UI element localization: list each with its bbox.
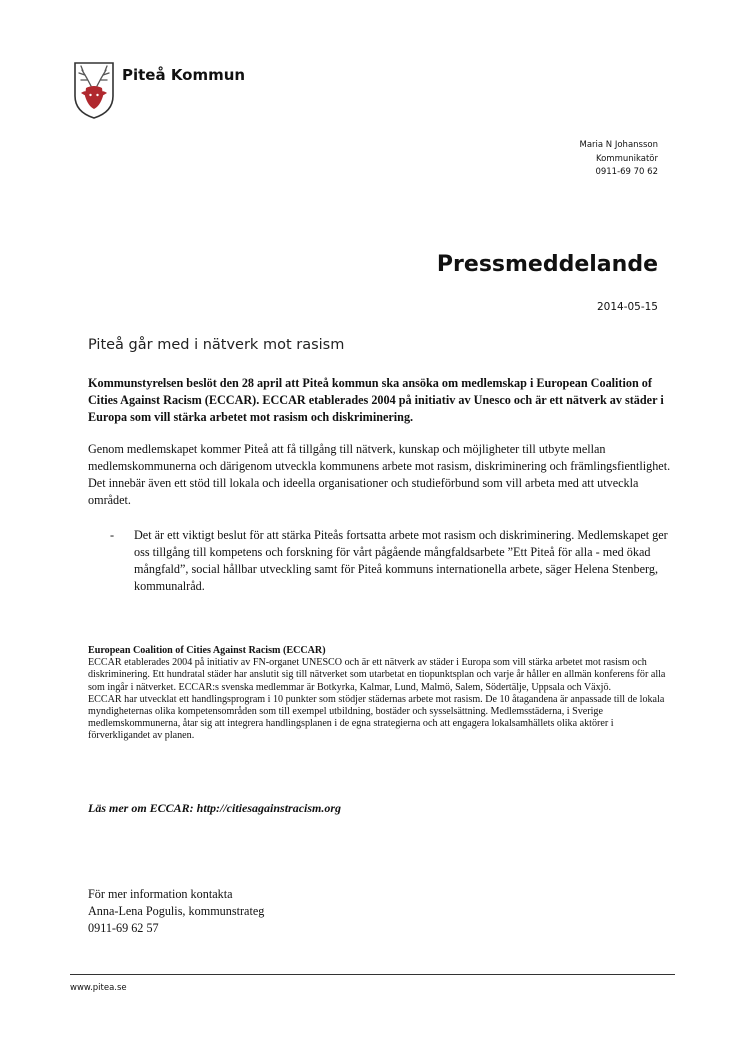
more-info-phone: 0911-69 62 57 [88, 921, 159, 935]
fact-box [88, 645, 668, 743]
contact-role: Kommunikatör [595, 153, 658, 164]
quote-text: Det är ett viktigt beslut för att stärka Piteås fortsatta arbete mot rasism och diskriminering. Medlemskapet ger oss tillgång till kompetens och forskning för vårt pågående mångfaldsarbete ”Ett Piteå för alla - med ökad mångfald”, social hållbar utveckling samt för Piteå kommuns internationella arbete, säger Helena Stenberg, kommunalråd. [134, 528, 668, 593]
contact-phone: 0911-69 70 62 [595, 167, 658, 177]
more-info-label: För mer information kontakta [88, 887, 233, 901]
more-info-person: Anna-Lena Pogulis, kommunstrateg [88, 904, 265, 918]
headline: Piteå går med i nätverk mot rasism [88, 337, 345, 353]
read-more-link[interactable]: Läs mer om ECCAR: http://citiesagainstracism.org [88, 801, 342, 815]
quote-dash: - [110, 528, 115, 542]
footer-divider [70, 974, 675, 975]
document-type: Pressmeddelande [436, 252, 658, 277]
body-paragraph: Genom medlemskapet kommer Piteå att få tillgång till nätverk, kunskap och möjligheter till utbyte mellan medlemskommunerna och därigenom utveckla kommunens arbete mot rasism, diskriminering och främlingsfientlighet. Det innebär även ett stöd till lokala och ideella organisationer och studieförbund som vill arbeta med att utveckla området. [88, 442, 671, 507]
fact-box-paragraph: ECCAR har utvecklat ett handlingsprogram i 10 punkter som stödjer städernas arbete mot rasism. De 10 åtagandena är anpassade till de lokala myndigheternas olika kompetensområden som till exempel utbildning, bostäder och sysselsättning. Medlemsstäderna, i Sverige medlemskommunerna, åtar sig att integrera handlingsplanen i de egna strategierna och att engagera lokalsamhällets olika aktörer i förverkligandet av planen. [88, 693, 665, 742]
fact-box-title: European Coalition of Cities Against Racism (ECCAR) [88, 645, 326, 656]
header-logo [72, 60, 245, 120]
footer-url[interactable]: www.pitea.se [70, 983, 127, 993]
lead-paragraph: Kommunstyrelsen beslöt den 28 april att Piteå kommun ska ansöka om medlemskap i European Coalition of Cities Against Racism (ECCAR). ECCAR etablerades 2004 på initiativ av Unesco och är ett nätverk av städer i Europa som vill stärka arbetet mot rasism och diskriminering. [88, 376, 664, 424]
contact-block [579, 139, 658, 180]
quote-block [110, 527, 670, 595]
fact-box-paragraph: ECCAR etablerades 2004 på initiativ av FN-organet UNESCO och är ett nätverk av städer i Europa som vill stärka arbetet mot rasism och diskriminering. Ett hundratal städer har anslutit sig till nätverket som utarbetat en tiopunktsplan och varje år håller en allmän konferens för alla som ingår i nätverket. ECCAR:s svenska medlemmar är Botkyrka, Kalmar, Lund, Malmö, Salem, Södertälje, Uppsala och Växjö. [88, 657, 666, 693]
more-info-block [88, 886, 264, 937]
document-date: 2014-05-15 [596, 301, 658, 313]
org-name: Piteå Kommun [122, 66, 246, 84]
contact-name: Maria N Johansson [579, 140, 658, 150]
reindeer-crest-icon [72, 60, 116, 120]
